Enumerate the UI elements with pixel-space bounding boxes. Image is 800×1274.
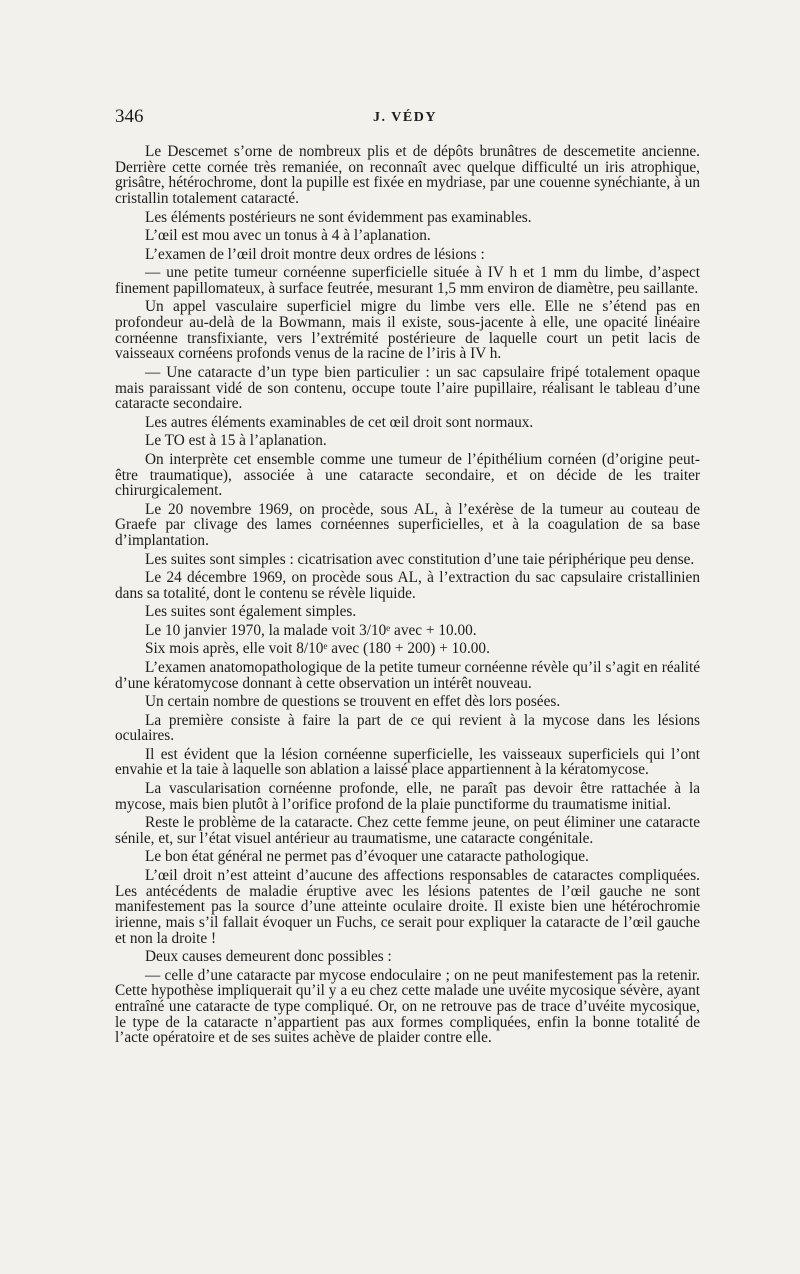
paragraph: Les suites sont simples : cicatrisation avec constitution d’une taie périphérique peu dense. (145, 550, 695, 568)
paragraph: Le TO est à 15 à l’aplanation. (145, 432, 327, 450)
paragraph: Il est évident que la lésion cornéenne superficielle, les vaisseaux superficiels qui l’ont envahie et la taie à laquelle son ablation a laissé place appartiennent à la kératomycose. (115, 745, 700, 779)
running-title: J. VÉDY (373, 110, 437, 125)
paragraph: — une petite tumeur cornéenne superficielle située à IV h et 1 mm du limbe, d’aspect finement papillomateux, à surface feutrée, mesurant 1,5 mm environ de diamètre, peu saillante. (115, 264, 700, 297)
paragraph: — Une cataracte d’un type bien particulier : un sac capsulaire fripé totalement opaque mais paraissant vidé de son contenu, occupe toute l’aire pupillaire, réalisant le tableau d’une cataracte secondaire. (115, 363, 700, 413)
paragraph: L’œil est mou avec un tonus à 4 à l’aplanation. (145, 227, 431, 245)
paragraph: — celle d’une cataracte par mycose endoculaire ; on ne peut manifestement pas la retenir. Cette hypothèse impliquerait qu’il y a eu chez cette malade une uvéite mycosique sévère, ayant entraîné une cataracte de type compliqué. Or, on ne retrouve pas de trace d’uvéite mycosique, le type de la cataracte n’appartient pas aux formes compliquées, enfin la bonne totalité de l’acte opératoire et de ses suites achève de plaider contre elle. (115, 966, 700, 1047)
paragraph: Le 20 novembre 1969, on procède, sous AL, à l’exérèse de la tumeur au couteau de Graefe par clivage des lames cornéennes superficielles, et à la coagulation de sa base d’implantation. (115, 500, 700, 550)
paragraph: Deux causes demeurent donc possibles : (145, 948, 392, 966)
paragraph: Le Descemet s’orne de nombreux plis et de dépôts brunâtres de descemetite ancienne. Derrière cette cornée très remaniée, on reconnaît avec quelque difficulté un iris atrophique, grisâtre, hétérochrome, dont la pupille est fixée en mydriase, par une couenne synéchiante, à un cristallin totalement cataracté. (115, 143, 700, 208)
paragraph: Reste le problème de la cataracte. Chez cette femme jeune, on peut éliminer une cataracte sénile, et, sur l’état visuel antérieur au traumatisme, une cataracte congénitale. (115, 814, 700, 847)
paragraph: Le bon état général ne permet pas d’évoquer une cataracte pathologique. (145, 848, 589, 866)
paragraph: La première consiste à faire la part de ce qui revient à la mycose dans les lésions oculaires. (115, 711, 700, 745)
paragraph: Le 10 janvier 1970, la malade voit 3/10ᵉ avec + 10.00. (145, 621, 477, 639)
paragraph: Un appel vasculaire superficiel migre du limbe vers elle. Elle ne s’étend pas en profondeur au-delà de la Bowmann, mais il existe, sous-jacente à elle, une opacité linéaire cornéenne transfixiante, vers l’extrémité postérieure de laquelle court un petit lacis de vaisseaux cornéens profonds venus de la racine de l’iris à IV h. (115, 298, 700, 363)
paragraph: Les autres éléments examinables de cet œil droit sont normaux. (145, 413, 534, 431)
paragraph: L’œil droit n’est atteint d’aucune des affections responsables de cataractes compliquées. Les antécédents de maladie éruptive avec les lésions patentes de l’œil gauche ne sont manifestement pas la source d’une atteinte oculaire droite. Il existe bien une hétérochromie irienne, mais s’il fallait évoquer un Fuchs, ce serait pour expliquer la cataracte de l’œil gauche et non la droite ! (115, 866, 700, 947)
paragraph: Un certain nombre de questions se trouvent en effet dès lors posées. (145, 693, 561, 711)
paragraph: La vascularisation cornéenne profonde, elle, ne paraît pas devoir être rattachée à la mycose, mais bien plutôt à l’orifice profond de la plaie punctiforme du traumatisme initial. (115, 779, 700, 813)
article-body (115, 144, 700, 1049)
paragraph: Les suites sont également simples. (145, 603, 357, 621)
paragraph: Six mois après, elle voit 8/10ᵉ avec (180 + 200) + 10.00. (145, 640, 490, 658)
paragraph: On interprète cet ensemble comme une tumeur de l’épithélium cornéen (d’origine peut-être traumatique), associée à une cataracte secondaire, et on décide de les traiter chirurgicalement. (115, 450, 700, 500)
page-header (115, 106, 695, 130)
paragraph: Les éléments postérieurs ne sont évidemment pas examinables. (145, 208, 532, 226)
page-number: 346 (115, 106, 144, 127)
paragraph: L’examen de l’œil droit montre deux ordres de lésions : (145, 245, 485, 263)
paragraph: L’examen anatomopathologique de la petite tumeur cornéenne révèle qu’il s’agit en réalité d’une kératomycose donnant à cette observation un intérêt nouveau. (115, 658, 700, 692)
paragraph: Le 24 décembre 1969, on procède sous AL, à l’extraction du sac capsulaire cristallinien dans sa totalité, dont le contenu se révèle liquide. (115, 569, 700, 602)
